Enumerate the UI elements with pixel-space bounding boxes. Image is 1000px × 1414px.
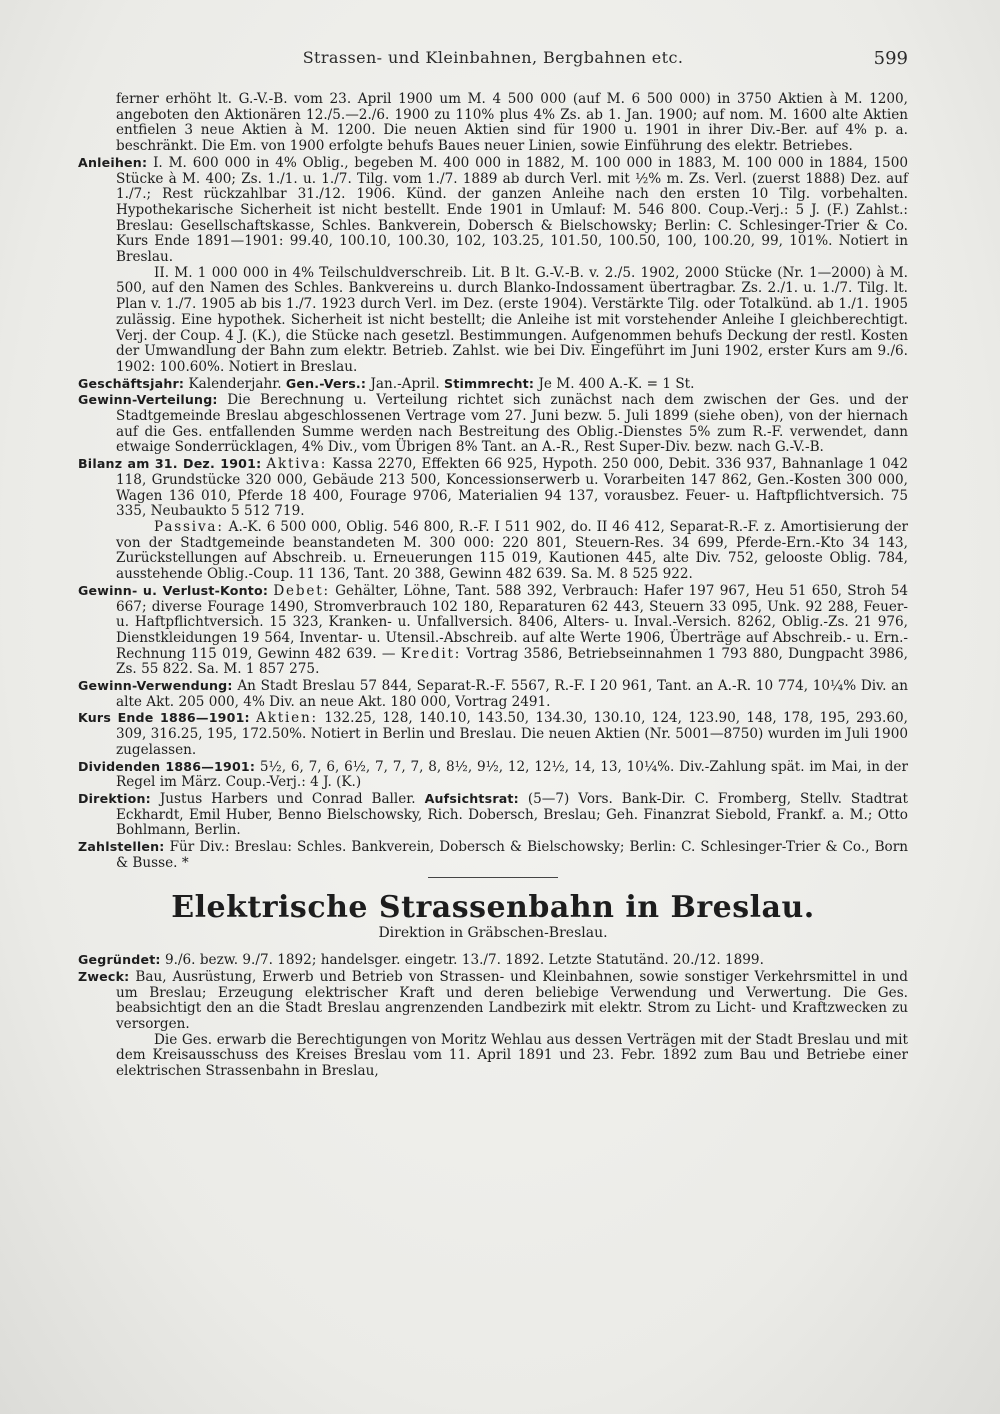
dividenden-label: Dividenden 1886—1901:: [78, 758, 256, 774]
intro-text: ferner erhöht lt. G.-V.-B. vom 23. April 1900 um M. 4 500 000 (auf M. 6 500 000) in 3750 Aktien à M. 1200, angeboten den Aktionären 12./5.—2./6. 1900 zu 110% plus 4% Zs. ab 1. Jan. 1900; auf nom. M. 1600 alte Aktien entfielen 3 neue Aktien à M. 1200. Die neuen Aktien sind für 1900 u. 1901 in ihrer Div.-Ber. auf 4% p. a. beschränkt. Die Em. von 1900 erfolgte behufs Baues neuer Linien, sowie Einführung des elektr. Betriebes.: [116, 91, 908, 155]
entry-end-star: *: [181, 854, 189, 871]
gegruendet-text: 9./6. bezw. 9./7. 1892; handelsger. eingetr. 13./7. 1892. Letzte Statutänd. 20./12. 1899.: [164, 952, 764, 969]
passiva-text: A.-K. 6 500 000, Oblig. 546 800, R.-F. I 511 902, do. II 46 412, Separat-R.-F. z. Amortisierung der von der Stadtgemeinde beanstandeten M. 300 000: 220 801, Steuern-Res. 34 699, Pferde-Ern.-Kto 34 143, Zurückstellungen auf Abschreib. u. Erneuerungen 115 019, Kautionen 445, alte Div. 752, gelooste Oblig. 784, ausstehende Oblig.-Coup. 11 136, Tant. 20 388, Gewinn 482 639. Sa. M. 8 525 922.: [116, 518, 908, 583]
gewinn-verwendung-label: Gewinn-Verwendung:: [78, 678, 233, 694]
passiva-label: Passiva:: [154, 518, 224, 535]
intro-paragraph: [78, 92, 908, 155]
zahlstellen-label: Zahlstellen:: [78, 839, 165, 855]
anleihen-entry-2: [78, 266, 908, 376]
section-divider: [428, 877, 558, 878]
anleihen-text-1: I. M. 600 000 in 4% Oblig., begeben M. 400 000 in 1882, M. 100 000 in 1883, M. 100 000 in 1884, 1500 Stücke à M. 400; Zs. 1./1. u. 1./7. Tilg. vom 1./7. 1889 ab durch Verl. mit ½% m. Zs. Verl. (zuerst 1888) Dez. auf 1./7.; Rest rückzahlbar 31./12. 1906. Künd. der ganzen Anleihe nach den ersten 10 Tilg. vorbehalten. Hypothekarische Sicherheit ist nicht bestellt. Ende 1901 in Umlauf: M. 546 800. Coup.-Verj.: 5 J. (F.) Zahlst.: Breslau: Gesellschaftskasse, Schles. Bankverein, Dobersch & Bielschowsky; Berlin: C. Schlesinger-Trier & Co. Kurs Ende 1891—1901: 99.40, 100.10, 100.30, 102, 103.25, 101.50, 100.50, 100, 100.20, 99, 101%. Notiert in Breslau.: [116, 154, 908, 266]
stimmrecht-label: Stimmrecht:: [444, 375, 535, 391]
direktion-text: Justus Harbers und Conrad Baller.: [159, 790, 416, 807]
page-number: 599: [873, 48, 908, 69]
running-title: Strassen- und Kleinbahnen, Bergbahnen etc.: [302, 48, 684, 67]
section-title: Elektrische Strassenbahn in Breslau.: [171, 890, 815, 926]
anleihen-entry: [78, 155, 908, 266]
aktiva-text: Kassa 2270, Effekten 66 925, Hypoth. 250 000, Debit. 336 937, Bahnanlage 1 042 118, Grundstücke 320 000, Gebäude 213 500, Koncessionserwerb u. Vorarbeiten 147 862, Gen.-Kosten 300 000, Wagen 136 010, Pferde 18 400, Fourage 9706, Materialien 94 137, vorausbez. Feuer- u. Haftpflichtversich. 75 335, Neubaukto 5 512 719.: [116, 456, 908, 520]
debet-label: Debet:: [273, 582, 330, 599]
dividenden-text: 5½, 6, 7, 6, 6½, 7, 7, 7, 8, 8½, 9½, 12, 12½, 14, 13, 10¼%. Div.-Zahlung spät. im Mai, in der Regel im März. Coup.-Verj.: 4 J. (K.): [116, 758, 908, 791]
bilanz-label: Bilanz am 31. Dez. 1901:: [78, 456, 262, 472]
kurs-entry: [78, 710, 908, 758]
anleihen-label: Anleihen:: [78, 154, 148, 170]
gewinn-verlust-label: Gewinn- u. Verlust-Konto:: [78, 582, 269, 598]
aufsichtsrat-text: (5—7) Vors. Bank-Dir. C. Fromberg, Stellv. Stadtrat Eckhardt, Emil Huber, Benno Bielschowsky, Rich. Dobersch, Breslau; Geh. Finanzrat Siebold, Frankf. a. M.; Otto Bohlmann, Berlin.: [116, 790, 908, 839]
zahlstellen-text: Für Div.: Breslau: Schles. Bankverein, Dobersch & Bielschowsky; Berlin: C. Schlesinger-Trier & Co., Born & Busse.: [116, 839, 908, 871]
kredit-text: Vortrag 3586, Betriebseinnahmen 1 793 880, Dungpacht 3986, Zs. 55 822. Sa. M. 1 857 275.: [116, 645, 909, 678]
section-subtitle: Direktion in Gräbschen-Breslau.: [378, 925, 608, 942]
dividenden-entry: [78, 759, 908, 791]
zweck-entry: [78, 969, 908, 1033]
geschaeftsjahr-label: Geschäftsjahr:: [78, 375, 185, 391]
gegruendet-label: Gegründet:: [78, 952, 161, 968]
passiva-entry: [78, 520, 908, 583]
geschaeftsjahr-entry: [78, 376, 908, 393]
zweck-label: Zweck:: [78, 968, 130, 984]
zweck-text: Bau, Ausrüstung, Erwerb und Betrieb von Strassen- und Kleinbahnen, sowie sonstiger Verkehrsmittel in und um Breslau; Erzeugung elektrischer Kraft und deren beliebige Verwendung und Verwertung. Die Ges. beabsichtigt den an die Stadt Breslau angrenzenden Landbezirk mit elektr. Strom zu Licht- und Kraftzwecken zu versorgen.: [116, 968, 908, 1032]
gewinn-verteilung-label: Gewinn-Verteilung:: [78, 392, 218, 408]
aufsichtsrat-label: Aufsichtsrat:: [424, 790, 519, 806]
gegruendet-entry: [78, 952, 908, 969]
page-header: [78, 48, 908, 74]
kurs-text: 132.25, 128, 140.10, 143.50, 134.30, 130.10, 124, 123.90, 148, 178, 195, 293.60, 309, 316.25, 195, 172.50%. Notiert in Berlin und Breslau. Die neuen Aktien (Nr. 5001—8750) wurden im Juli 1900 zugelassen.: [116, 710, 908, 758]
gewinn-verteilung-entry: [78, 392, 908, 456]
document-body: [78, 92, 908, 1080]
direktion-label: Direktion:: [78, 790, 151, 806]
anleihen-text-2: II. M. 1 000 000 in 4% Teilschuldverschreib. Lit. B lt. G.-V.-B. v. 2./5. 1902, 2000 Stücke (Nr. 1—2000) à M. 500, auf den Namen des Schles. Bankvereins u. durch Blanko-Indossament übertragbar. Zs. 2./1. u. 1./7. Tilg. lt. Plan v. 1./7. 1905 ab bis 1./7. 1923 durch Verl. im Dez. (erste 1904). Verstärkte Tilg. oder Totalkünd. ab 1./1. 1905 zulässig. Eine hypothek. Sicherheit ist nicht bestellt; die Anleihe ist mit vorstehender Anleihe I gleichberechtigt. Verj. der Coup. 4 J. (K.), die Stücke nach gesetzl. Bestimmungen. Aufgenommen behufs Deckung der restl. Kosten der Umwandlung der Bahn zum elektr. Betrieb. Zahlst. wie bei Div. Eingeführt im Juni 1902, erster Kurs am 9./6. 1902: 100.60%. Notiert in Breslau.: [116, 264, 908, 375]
gewinn-verwendung-entry: [78, 678, 908, 710]
zahlstellen-entry: [78, 839, 908, 871]
kurs-label: Kurs Ende 1886—1901:: [78, 710, 250, 726]
stimmrecht-text: Je M. 400 A.-K. = 1 St.: [538, 375, 695, 392]
gewinn-verteilung-text: Die Berechnung u. Verteilung richtet sich zunächst nach dem zwischen der Ges. und der Stadtgemeinde Breslau abgeschlossenen Vertrage vom 27. Juni bezw. 5. Juli 1899 (siehe oben), von der hiernach auf die Ges. entfallenden Summe werden nach Bestreitung des Oblig.-Dienstes 5% zum R.-F. verwendet, dann etwaige Sonderrücklagen, 4% Div., vom Übrigen 8% Tant. an A.-R., Rest Super-Div. bezw. nach G.-V.-B.: [116, 392, 908, 456]
kredit-label: Kredit:: [400, 645, 462, 662]
gen-vers-label: Gen.-Vers.:: [285, 375, 367, 391]
gewinn-verlust-entry: [78, 583, 908, 678]
bilanz-entry: [78, 456, 908, 520]
debet-text: Gehälter, Löhne, Tant. 588 392, Verbrauch: Hafer 197 967, Heu 51 650, Stroh 54 667; diverse Fourage 1490, Stromverbrauch 102 180, Reparaturen 62 443, Steuern 33 095, Unk. 92 288, Feuer- u. Haftpflichtversich. 15 323, Kranken- u. Unfallversich. 8406, Alters- u. Inval.-Versich. 8262, Oblig.-Zs. 21 976, Dienstkleidungen 19 564, Inventar- u. Utensil.-Abschreib. auf alte Werte 1906, Überträge auf Abschreib.- u. Ern.-Rechnung 115 019, Gewinn 482 639. —: [116, 582, 908, 662]
closing-paragraph: [78, 1033, 908, 1080]
gen-vers-text: Jan.-April.: [370, 375, 440, 392]
gewinn-verwendung-text: An Stadt Breslau 57 844, Separat-R.-F. 5567, R.-F. I 20 961, Tant. an A.-R. 10 774, 10¼% Div. an alte Akt. 205 000, 4% Div. an neue Akt. 180 000, Vortrag 2491.: [116, 678, 908, 710]
aktiva-label: Aktiva:: [266, 456, 328, 473]
geschaeftsjahr-text: Kalenderjahr.: [188, 375, 282, 392]
direktion-entry: [78, 791, 908, 839]
kurs-aktien-label: Aktien:: [256, 710, 318, 727]
closing-text: Die Ges. erwarb die Berechtigungen von Moritz Wehlau aus dessen Verträgen mit der Stadt Breslau und mit dem Kreisausschuss des Kreises Breslau vom 11. April 1891 und 23. Febr. 1892 zum Bau und Betriebe einer elektrischen Strassenbahn in Breslau,: [116, 1031, 908, 1080]
